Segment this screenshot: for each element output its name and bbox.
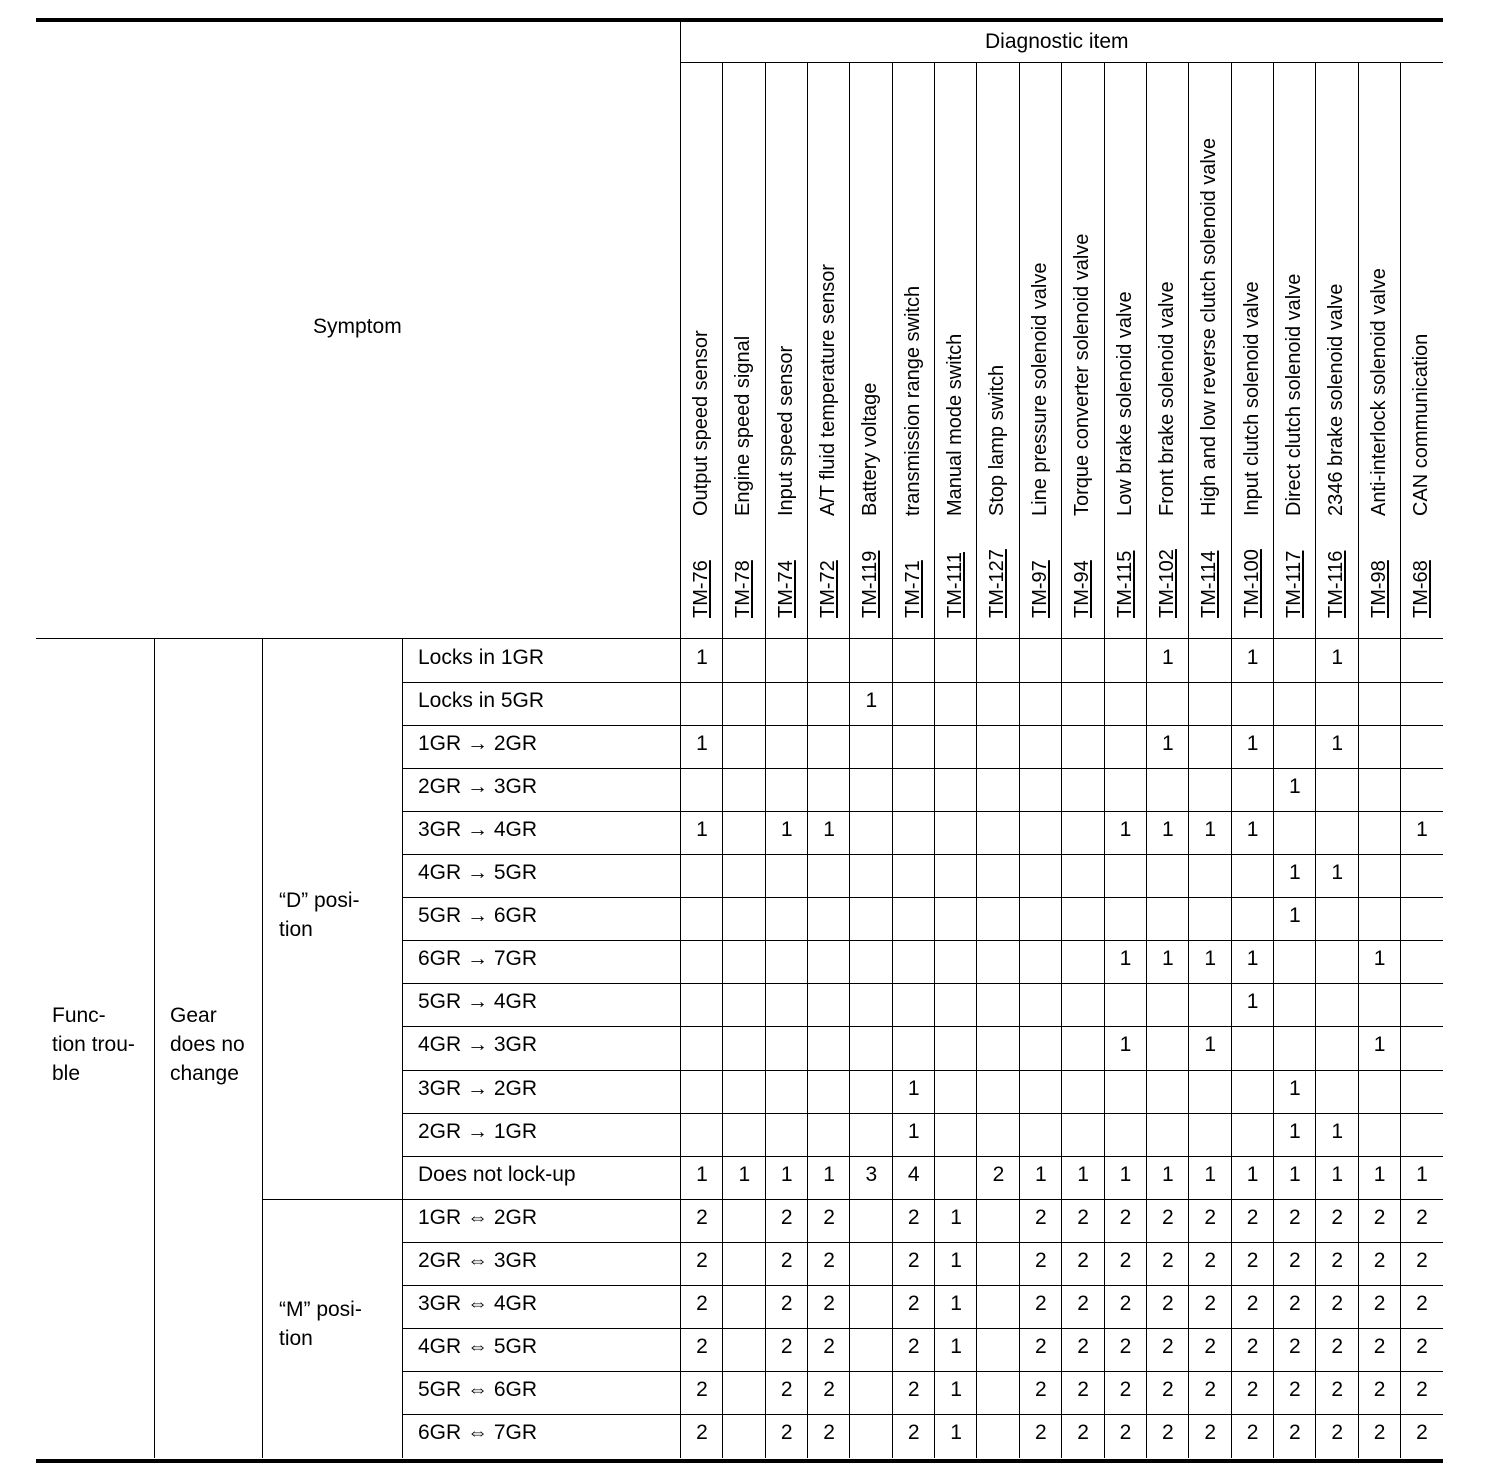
matrix-cell: 2 (1162, 1420, 1174, 1444)
column-header (1146, 63, 1188, 638)
column-reference-link[interactable]: TM-72 (817, 560, 840, 618)
column-header (807, 63, 849, 638)
row-separator (402, 1242, 1443, 1243)
row-separator (262, 1199, 1443, 1200)
matrix-cell: 2 (1162, 1377, 1174, 1401)
row-separator (402, 983, 1443, 984)
matrix-cell: 1 (865, 689, 878, 713)
matrix-cell: 2 (1162, 1205, 1174, 1229)
symptom-header: Symptom (313, 315, 402, 338)
matrix-cell: 1 (1246, 646, 1259, 669)
column-header (1104, 63, 1146, 638)
row-separator (402, 682, 1443, 683)
row-label: 2GR → 1GR (418, 1119, 538, 1143)
matrix-cell: 2 (1331, 1205, 1344, 1229)
matrix-cell: 2 (696, 1377, 708, 1401)
column-title: Engine speed signal (732, 335, 755, 516)
matrix-cell: 2 (696, 1205, 708, 1229)
column-header (1061, 63, 1103, 638)
matrix-cell: 1 (823, 1162, 835, 1186)
matrix-cell: 2 (1331, 1334, 1344, 1358)
row-label: 2GR → 3GR (418, 775, 538, 799)
row-separator (402, 1285, 1443, 1286)
matrix-cell: 2 (1416, 1291, 1428, 1315)
matrix-cell: 2 (1204, 1248, 1217, 1272)
table-bottom-rule (36, 1459, 1443, 1463)
matrix-cell: 1 (950, 1291, 962, 1315)
matrix-cell: 2 (1373, 1248, 1386, 1272)
column-title: CAN communication (1409, 333, 1432, 516)
row-separator (402, 1328, 1443, 1329)
matrix-cell: 2 (1077, 1420, 1089, 1444)
column-title: Stop lamp switch (986, 364, 1009, 516)
matrix-cell: 2 (1034, 1377, 1047, 1401)
matrix-cell: 2 (1416, 1420, 1428, 1444)
matrix-cell: 2 (1034, 1205, 1047, 1229)
matrix-cell: 1 (1162, 1162, 1174, 1186)
column-title: Input clutch solenoid valve (1240, 281, 1263, 516)
matrix-cell: 2 (780, 1420, 793, 1444)
column-reference-link[interactable]: TM-71 (901, 560, 924, 618)
matrix-cell: 2 (1289, 1420, 1301, 1444)
matrix-cell: 2 (1331, 1291, 1344, 1315)
row-separator (402, 811, 1443, 812)
group-function-trouble: Func- tion trou- ble (52, 1004, 135, 1085)
matrix-cell: 1 (1034, 1162, 1047, 1186)
column-reference-link[interactable]: TM-114 (1198, 550, 1221, 618)
column-title: Anti-interlock solenoid valve (1367, 268, 1390, 516)
row-label: 6GR ⇔ 7GR (418, 1420, 538, 1444)
matrix-cell: 2 (823, 1248, 835, 1272)
matrix-cell: 1 (1119, 1033, 1132, 1057)
group-m-position: “M” posi- tion (279, 1298, 362, 1350)
matrix-cell: 1 (1289, 775, 1301, 799)
matrix-cell: 2 (1289, 1205, 1301, 1229)
row-separator (402, 940, 1443, 941)
column-reference-link[interactable]: TM-111 (944, 552, 967, 618)
column-header (680, 63, 722, 638)
matrix-cell: 2 (1289, 1334, 1301, 1358)
row-label: 3GR → 2GR (418, 1076, 538, 1100)
column-header (1188, 63, 1230, 638)
matrix-cell: 2 (696, 1248, 708, 1272)
column-header (1019, 63, 1061, 638)
group-separator (402, 638, 403, 1458)
row-label: 5GR ⇔ 6GR (418, 1377, 538, 1401)
column-reference-link[interactable]: TM-117 (1282, 550, 1305, 618)
column-reference-link[interactable]: TM-76 (690, 560, 712, 618)
matrix-cell: 2 (907, 1334, 920, 1358)
matrix-cell: 2 (1119, 1205, 1132, 1229)
row-separator (402, 1371, 1443, 1372)
matrix-cell: 1 (1416, 818, 1428, 842)
matrix-cell: 1 (950, 1334, 962, 1358)
row-label: 4GR → 5GR (418, 861, 538, 885)
row-label: 3GR ⇔ 4GR (418, 1291, 538, 1315)
matrix-cell: 1 (1331, 1119, 1344, 1143)
matrix-cell: 1 (1246, 818, 1259, 842)
matrix-cell: 1 (1246, 947, 1259, 971)
column-header (849, 63, 891, 638)
matrix-cell: 1 (1162, 646, 1174, 669)
matrix-cell: 2 (1246, 1334, 1259, 1358)
matrix-cell: 2 (780, 1248, 793, 1272)
column-reference-link[interactable]: TM-102 (1155, 549, 1178, 618)
matrix-cell: 2 (696, 1420, 708, 1444)
matrix-cell: 1 (907, 1119, 920, 1143)
row-separator (402, 725, 1443, 726)
column-title: Battery voltage (859, 382, 882, 516)
column-reference-link[interactable]: TM-119 (859, 550, 882, 618)
column-reference-link[interactable]: TM-74 (774, 560, 797, 618)
matrix-cell: 1 (1289, 1162, 1301, 1186)
matrix-cell: 2 (696, 1291, 708, 1315)
matrix-cell: 2 (1246, 1420, 1259, 1444)
column-title: Manual mode switch (944, 333, 967, 516)
row-label: Locks in 1GR (418, 646, 545, 669)
matrix-cell: 1 (1119, 947, 1132, 971)
matrix-cell: 2 (1246, 1377, 1259, 1401)
matrix-cell: 1 (907, 1076, 920, 1100)
matrix-cell: 1 (1289, 861, 1301, 885)
matrix-cell: 1 (1119, 818, 1132, 842)
matrix-cell: 2 (1034, 1420, 1047, 1444)
group-separator (154, 638, 155, 1458)
column-header (1315, 63, 1357, 638)
matrix-cell: 2 (823, 1377, 835, 1401)
matrix-cell: 1 (1162, 947, 1174, 971)
matrix-cell: 2 (823, 1291, 835, 1315)
matrix-cell: 2 (696, 1334, 708, 1358)
column-title: Front brake solenoid valve (1155, 281, 1178, 516)
matrix-cell: 2 (1331, 1377, 1344, 1401)
column-title: Output speed sensor (690, 330, 712, 516)
row-separator (402, 768, 1443, 769)
column-reference-link[interactable]: TM-127 (986, 549, 1009, 618)
matrix-cell: 2 (1204, 1291, 1217, 1315)
matrix-cell: 2 (1034, 1248, 1047, 1272)
matrix-cell: 2 (907, 1205, 920, 1229)
row-label: 6GR → 7GR (418, 947, 538, 971)
matrix-cell: 2 (823, 1420, 835, 1444)
matrix-cell: 1 (1246, 1162, 1259, 1186)
group-separator (262, 638, 263, 1458)
column-reference-link[interactable]: TM-98 (1367, 560, 1390, 618)
row-label: 4GR ⇔ 5GR (418, 1334, 538, 1358)
row-separator (402, 1113, 1443, 1114)
matrix-cell: 1 (1162, 732, 1174, 756)
column-reference-link[interactable]: TM-115 (1113, 550, 1136, 618)
matrix-cell: 1 (1162, 818, 1174, 842)
matrix-cell: 1 (696, 818, 708, 842)
row-label: 4GR → 3GR (418, 1033, 538, 1057)
matrix-cell: 2 (1246, 1205, 1259, 1229)
matrix-cell: 2 (1416, 1248, 1428, 1272)
matrix-cell: 1 (950, 1420, 962, 1444)
matrix-cell: 2 (1289, 1291, 1301, 1315)
row-separator (402, 897, 1443, 898)
matrix-cell: 2 (1077, 1205, 1089, 1229)
matrix-cell: 2 (1373, 1205, 1386, 1229)
matrix-cell: 2 (1204, 1377, 1217, 1401)
matrix-cell: 1 (1416, 1162, 1428, 1186)
matrix-cell: 2 (1119, 1377, 1132, 1401)
matrix-cell: 1 (1373, 947, 1386, 971)
matrix-cell: 1 (1289, 904, 1301, 928)
matrix-cell: 1 (1331, 732, 1344, 756)
matrix-cell: 1 (1246, 732, 1259, 756)
matrix-cell: 2 (1077, 1377, 1089, 1401)
matrix-cell: 2 (1119, 1291, 1132, 1315)
matrix-cell: 1 (950, 1205, 962, 1229)
column-reference-link[interactable]: TM-116 (1325, 550, 1348, 618)
matrix-cell: 2 (1162, 1248, 1174, 1272)
column-header (1358, 63, 1400, 638)
matrix-cell: 2 (1373, 1377, 1386, 1401)
row-separator (402, 1026, 1443, 1027)
column-title: High and low reverse clutch solenoid valve (1198, 138, 1221, 516)
row-label: Locks in 5GR (418, 689, 545, 713)
matrix-cell: 2 (780, 1291, 793, 1315)
row-separator (402, 1156, 1443, 1157)
matrix-cell: 2 (1162, 1334, 1174, 1358)
matrix-cell: 2 (1373, 1291, 1386, 1315)
matrix-cell: 1 (738, 1162, 751, 1186)
matrix-cell: 2 (1416, 1205, 1428, 1229)
row-label: 2GR ⇔ 3GR (418, 1248, 538, 1272)
diagnostic-item-header: Diagnostic item (985, 30, 1129, 53)
matrix-cell: 2 (907, 1377, 920, 1401)
matrix-cell: 2 (1119, 1420, 1132, 1444)
matrix-cell: 2 (1416, 1377, 1428, 1401)
column-header (892, 63, 934, 638)
matrix-cell: 1 (1373, 1162, 1386, 1186)
matrix-cell: 1 (1331, 646, 1344, 669)
matrix-cell: 1 (1289, 1119, 1301, 1143)
column-header (1400, 63, 1442, 638)
matrix-cell: 2 (1119, 1334, 1132, 1358)
matrix-cell: 2 (780, 1205, 793, 1229)
matrix-cell: 1 (696, 732, 708, 756)
matrix-cell: 1 (950, 1377, 962, 1401)
matrix-cell: 4 (907, 1162, 920, 1186)
row-label: 3GR → 4GR (418, 818, 538, 842)
column-header (934, 63, 976, 638)
matrix-cell: 2 (907, 1248, 920, 1272)
matrix-cell: 1 (1204, 818, 1217, 842)
matrix-cell: 1 (823, 818, 835, 842)
matrix-cell: 2 (907, 1291, 920, 1315)
matrix-cell: 1 (1119, 1162, 1132, 1186)
matrix-cell: 2 (780, 1377, 793, 1401)
matrix-cell: 1 (780, 818, 793, 842)
matrix-cell: 2 (1162, 1291, 1174, 1315)
matrix-cell: 1 (780, 1162, 793, 1186)
matrix-cell: 2 (1119, 1248, 1132, 1272)
row-label: Does not lock-up (418, 1162, 576, 1186)
column-title: Line pressure solenoid valve (1028, 262, 1051, 516)
group-d-position: “D” posi- tion (279, 889, 360, 941)
column-title: A/T fluid temperature sensor (817, 264, 840, 516)
matrix-cell: 1 (1289, 1076, 1301, 1100)
matrix-cell: 1 (1204, 947, 1217, 971)
matrix-cell: 2 (823, 1334, 835, 1358)
matrix-cell: 2 (992, 1162, 1005, 1186)
matrix-cell: 2 (1077, 1291, 1089, 1315)
matrix-cell: 2 (1331, 1248, 1344, 1272)
column-reference-link[interactable]: TM-94 (1071, 560, 1094, 618)
matrix-cell: 1 (1246, 990, 1259, 1014)
matrix-cell: 2 (907, 1420, 920, 1444)
column-header (1231, 63, 1273, 638)
matrix-cell: 2 (1034, 1334, 1047, 1358)
row-label: 1GR → 2GR (418, 732, 538, 756)
matrix-cell: 2 (1246, 1291, 1259, 1315)
group-gear-does-no-change: Gear does no change (170, 1004, 245, 1085)
column-title: Input speed sensor (774, 345, 797, 516)
matrix-cell: 1 (1331, 861, 1344, 885)
table-top-rule (36, 18, 1443, 22)
matrix-cell: 2 (1416, 1334, 1428, 1358)
column-reference-link[interactable]: TM-100 (1240, 549, 1263, 618)
column-title: Torque converter solenoid valve (1071, 233, 1094, 516)
row-separator (402, 1414, 1443, 1415)
matrix-cell: 2 (1034, 1291, 1047, 1315)
matrix-cell: 1 (950, 1248, 962, 1272)
row-label: 1GR ⇔ 2GR (418, 1205, 538, 1229)
matrix-cell: 1 (1077, 1162, 1089, 1186)
matrix-cell: 1 (696, 1162, 708, 1186)
column-title: transmission range switch (901, 285, 924, 516)
matrix-cell: 1 (1204, 1033, 1217, 1057)
matrix-cell: 2 (1077, 1248, 1089, 1272)
column-title: 2346 brake solenoid valve (1325, 283, 1348, 516)
row-label: 5GR → 4GR (418, 990, 538, 1014)
matrix-cell: 2 (1289, 1377, 1301, 1401)
matrix-cell: 2 (780, 1334, 793, 1358)
column-header (976, 63, 1018, 638)
matrix-cell: 2 (1373, 1420, 1386, 1444)
column-reference-link[interactable]: TM-68 (1409, 560, 1432, 618)
matrix-cell: 2 (1331, 1420, 1344, 1444)
matrix-cell: 1 (1373, 1033, 1386, 1057)
matrix-cell: 2 (1204, 1334, 1217, 1358)
matrix-cell: 1 (696, 646, 708, 669)
matrix-cell: 2 (1289, 1248, 1301, 1272)
matrix-cell: 1 (1331, 1162, 1344, 1186)
matrix-cell: 2 (1077, 1334, 1089, 1358)
column-reference-link[interactable]: TM-78 (732, 560, 755, 618)
matrix-cell: 2 (1246, 1248, 1259, 1272)
matrix-cell: 2 (1373, 1334, 1386, 1358)
row-separator (402, 1070, 1443, 1071)
matrix-cell: 2 (1204, 1205, 1217, 1229)
column-title: Low brake solenoid valve (1113, 291, 1136, 516)
row-separator (402, 854, 1443, 855)
matrix-cell: 2 (1204, 1420, 1217, 1444)
column-header (1273, 63, 1315, 638)
matrix-cell: 1 (1204, 1162, 1217, 1186)
matrix-cell: 3 (865, 1162, 878, 1186)
row-label: 5GR → 6GR (418, 904, 538, 928)
column-reference-link[interactable]: TM-97 (1028, 560, 1051, 618)
column-header (722, 63, 764, 638)
column-header (765, 63, 807, 638)
column-title: Direct clutch solenoid valve (1282, 273, 1305, 516)
matrix-cell: 2 (823, 1205, 835, 1229)
